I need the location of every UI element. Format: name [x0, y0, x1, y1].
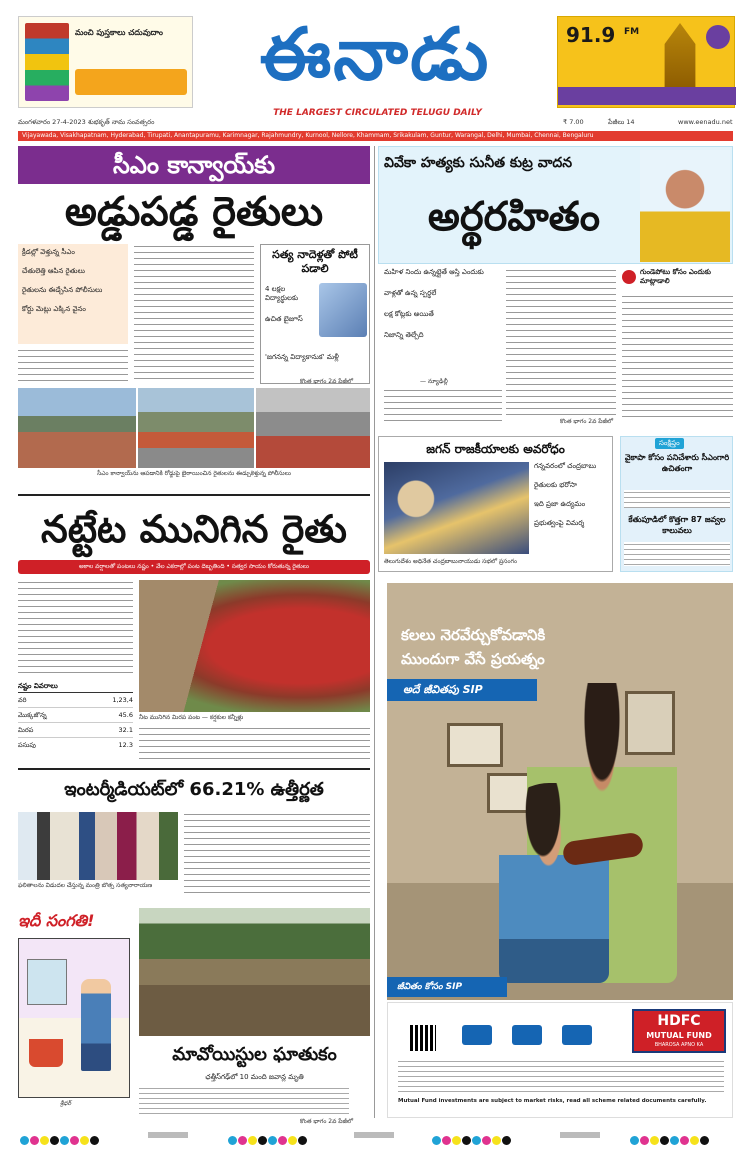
story1-kicker-box	[18, 146, 370, 184]
story1-jump[interactable]: కొంత భాగం 2వ పేజీలో	[300, 378, 354, 385]
child-figure	[499, 783, 609, 983]
story1-sidebar	[260, 244, 370, 384]
print-color-bar	[630, 1130, 740, 1142]
hdfc-tagline: BHAROSA APNO KA	[654, 1042, 704, 1048]
masthead-right-ad[interactable]	[557, 16, 735, 108]
print-color-bar	[228, 1130, 348, 1142]
print-grey-bar	[560, 1132, 600, 1138]
table-row	[18, 693, 133, 708]
story3-bullet: ప్రభుత్వంపై విమర్శ	[534, 519, 585, 527]
story5-photo	[18, 812, 178, 880]
story2-jump[interactable]: కొంత భాగం 2వ పేజీలో	[560, 418, 614, 425]
story3-caption: తెలుగుదేశం అధినేత చంద్రబాబునాయుడు సభలో ప్రసంగం	[384, 558, 518, 565]
table-cell-crop: మిరప	[18, 726, 34, 734]
story4-table	[18, 680, 133, 760]
dateline: మంగళవారం 27-4-2023 శుభకృత్ నామ సంవత్సరం	[18, 118, 155, 126]
story1-bullet: చేతులెత్తి ఆపిన రైతులు	[22, 267, 85, 275]
print-grey-bar	[354, 1132, 394, 1138]
story2-byline: — న్యూఢిల్లీ	[420, 378, 448, 385]
story3-bullet: గన్నవరంలో చంద్రబాబు	[534, 462, 597, 470]
divider	[18, 768, 370, 770]
hdfc-ad-footer	[387, 1002, 733, 1118]
table-row	[18, 708, 133, 723]
download-icon[interactable]	[462, 1025, 492, 1045]
edition-line: Vijayawada, Visakhapatnam, Hyderabad, Tirupati, Anantapuramu, Karimnagar, Rajahmundry, Kurnool, Nellore, Khammam, Srikakulam, Guntur, Warangal, Delhi, Mumbai, Chennai, Bengaluru	[22, 132, 594, 139]
masthead	[0, 0, 750, 130]
story2-body-a	[384, 388, 502, 424]
left-ad-banner	[75, 69, 187, 95]
hdfc-logo[interactable]	[632, 1009, 726, 1053]
masthead-left-ad[interactable]	[18, 16, 193, 108]
hdfc-ad[interactable]	[387, 583, 733, 1000]
table-row	[18, 723, 133, 738]
story4-strap-text: అకాల వర్షాలతో పంటలు నష్టం • వేల ఎకరాల్లో పంట దెబ్బతింది • సత్వర సాయం కోరుతున్న రైతులు	[78, 563, 310, 570]
table-row	[18, 738, 133, 752]
story1-photo-panel	[138, 388, 254, 468]
ad-disclaimer: Mutual Fund investments are subject to market risks, read all scheme related documents carefully.	[398, 1098, 707, 1104]
story1-sidebar-bullet: ఉచిత బైజూస్	[265, 315, 303, 323]
story1-photo-panel	[18, 388, 136, 468]
ad-tag	[387, 977, 507, 997]
story2-side-bullet: గుండెపోటు కోసం ఎందుకు మాట్లాడాలి	[640, 268, 711, 285]
story2-bullet: మహిళ నిందు ఉన్నట్లైతే ఆస్తి ఎందుకు	[384, 268, 484, 276]
table-cell-crop: మొక్కజొన్న	[18, 711, 47, 719]
ad-fineprint	[398, 1059, 724, 1093]
cartoon-title[interactable]: ఇదీ సంగతి!	[18, 911, 95, 930]
qr-code-icon[interactable]	[410, 1025, 436, 1051]
red-dot-icon	[622, 270, 636, 284]
table-cell-crop: పసుపు	[18, 741, 36, 749]
story2-sidebox	[622, 268, 733, 418]
pages: పేజీలు 14	[608, 118, 635, 126]
hdfc-brand-sub: MUTUAL FUND	[646, 1031, 712, 1040]
story1-body-mid	[134, 244, 254, 384]
story3-bullets	[534, 462, 610, 562]
print-color-bar	[432, 1130, 552, 1142]
story4-body	[18, 580, 133, 676]
table-cell-value: 32.1	[118, 726, 133, 734]
left-ad-text: మంచి పుస్తకాలు చదువుదాం	[75, 28, 163, 37]
cartoon-window	[27, 959, 67, 1005]
temple-icon	[658, 23, 702, 93]
story4-caption: నీట మునిగిన మిరప పంట — కర్షకుల కన్నీళ్లు	[139, 714, 244, 721]
ad-banner-text: అదే జీవితపు SIP	[403, 683, 483, 696]
cartoon-signature: శ్రీధర్	[60, 1100, 72, 1107]
story3-bullet: రైతులకు భరోసా	[534, 481, 578, 489]
right-ad-strip	[558, 87, 736, 105]
minister-photo	[319, 283, 367, 337]
radio-frequency: 91.9	[566, 23, 616, 47]
story2-bullet: వాళ్లతో ఉన్న స్పర్థలే	[384, 289, 437, 297]
table-cell-value: 1,23,4	[112, 696, 133, 704]
divider	[18, 494, 370, 496]
story2-bullet: నిజాన్ని తెల్చేది	[384, 331, 424, 339]
story1-photo-panel	[256, 388, 370, 468]
price: ₹ 7.00	[563, 118, 584, 126]
ad-banner	[387, 679, 537, 701]
ad-headline	[401, 623, 631, 671]
brief-item2[interactable]: కేతుపూడిలో కొత్తగా 87 జవ్వల కాలువలు	[628, 515, 726, 535]
table-cell-value: 45.6	[118, 711, 133, 719]
brief-item1[interactable]: వైకాపా కోసం పనిచేశారు సీఎంగారి ఉచితంగా	[624, 453, 730, 473]
story3-photo	[384, 462, 529, 554]
story2-kicker: వివేకా హత్యకు సునీత కుట్ర వాదన	[384, 155, 573, 171]
story6-photo	[139, 908, 370, 1036]
cartoon-basket	[29, 1039, 63, 1067]
story1-kicker: సీఎం కాన్వాయ్‌కు	[112, 151, 276, 179]
website[interactable]: www.eenadu.net	[678, 118, 733, 126]
story5-caption: ఫలితాలను విడుదల చేస్తున్న మంత్రి బొత్స సత్యనారాయణ	[18, 882, 153, 889]
web-icon[interactable]	[562, 1025, 592, 1045]
story1-sidebar-title: సత్య నాదెళ్లతో పోటీ పడాలి	[272, 248, 358, 275]
story4-headline[interactable]: నట్టేట మునిగిన రైతు	[41, 507, 347, 551]
table-cell-value: 12.3	[118, 741, 133, 749]
story4-photo	[139, 580, 370, 712]
story1-bullet: క్రీడల్లో వెళ్తున్న సీఎం	[22, 248, 75, 256]
story5-headline[interactable]: ఇంటర్మీడియట్‌లో 66.21% ఉత్తీర్ణత	[64, 779, 324, 800]
cartoon-figure	[81, 979, 111, 1071]
masthead-logo[interactable]: ఈనాడు	[259, 12, 491, 96]
story2-side-body	[622, 294, 733, 418]
book-stack-icon	[25, 23, 69, 101]
print-grey-bar	[148, 1132, 188, 1138]
logo-circle-icon	[706, 25, 730, 49]
ad-headline-line1: కలలు నెరవేర్చుకోవడానికి	[401, 626, 546, 644]
radio-frequency-unit: FM	[624, 27, 640, 37]
table-cell-crop: వరి	[18, 696, 27, 704]
ad-tag-text: జీవితం కోసం SIP	[397, 982, 463, 992]
story3-headline[interactable]: జగన్ రాజకీయాలకు అవరోధం	[426, 442, 565, 456]
story4-strap	[18, 560, 370, 574]
story1-bullet: కోర్టు మెట్లు ఎక్కిన వైనం	[22, 305, 86, 313]
story6-jump[interactable]: కొంత భాగం 2వ పేజీలో	[300, 1118, 354, 1125]
edition-bar	[18, 131, 733, 141]
story2-bullet-box	[384, 268, 502, 380]
brief-body2	[624, 542, 730, 566]
story4-table-title: నష్టం వివరాలు	[18, 680, 133, 693]
dateline-bar	[18, 118, 733, 130]
story6-sub: ఛత్తీస్‌గఢ్‌లో 10 మంది జవాన్ల మృతి	[205, 1073, 304, 1081]
hdfc-brand: HDFC	[657, 1013, 701, 1029]
story1-caption: సీఎం కాన్వాయ్‌ను ఆపడానికి రోడ్డుపై బైఠాయించిన రైతులను ఈడ్చుకెళ్తున్న పోలీసులు	[97, 470, 291, 477]
story1-sidebar-bullet: 4 లక్షల విద్యార్థులకు	[265, 285, 299, 302]
story5-body	[184, 812, 370, 894]
story6-body	[139, 1086, 349, 1116]
story6-headline[interactable]: మావోయిస్టుల ఘాతుకం	[172, 1044, 337, 1065]
story3-bullet: ఇది ప్రజా ఉద్యమం	[534, 500, 586, 508]
story2-bullet: లక్ష కోట్లకు అయితే	[384, 310, 434, 318]
story1-sidebar-bullet: 'జగనన్న విద్యాకానుక' మళ్లీ	[265, 353, 339, 361]
story4-body2	[139, 726, 370, 762]
frame-decor	[447, 723, 503, 767]
masthead-tagline: THE LARGEST CIRCULATED TELUGU DAILY	[273, 108, 482, 118]
story1-headline[interactable]: అడ్డుపడ్డ రైతులు	[64, 189, 324, 235]
sharmila-photo	[640, 150, 730, 262]
print-color-bar	[20, 1130, 140, 1142]
brief-body1	[624, 490, 730, 508]
story1-body-left	[18, 348, 128, 384]
ad-headline-line2: ముందుగా వేసే ప్రయత్నం	[401, 650, 545, 668]
column-rule	[374, 146, 375, 1118]
cartoon-panel	[18, 938, 130, 1098]
story1-bullet-box	[18, 244, 128, 344]
brief-tag: సంక్షిప్తం	[655, 438, 684, 449]
story2-headline[interactable]: అర్థరహితం	[427, 194, 601, 240]
story1-photo	[18, 388, 370, 468]
call-icon[interactable]	[512, 1025, 542, 1045]
story2-body-b	[506, 268, 616, 418]
story1-bullet: రైతులను ఈడ్చేసిన పోలీసులు	[22, 286, 103, 294]
